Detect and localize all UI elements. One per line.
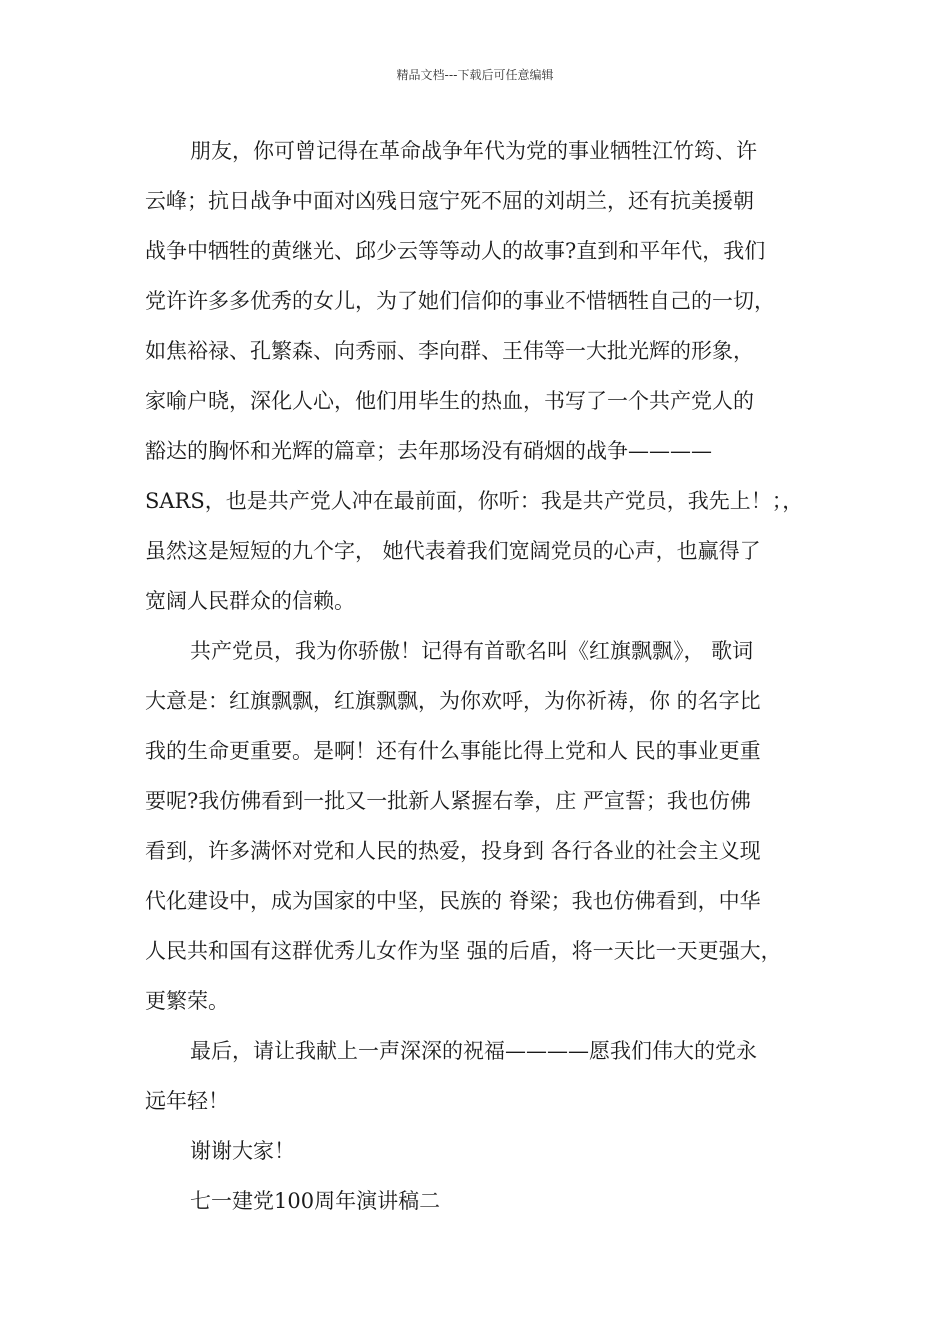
text-line: 大意是：红旗飘飘，红旗飘飘，为你欢呼，为你祈祷，你 的名字比: [145, 689, 761, 713]
text-line: SARS，也是共产党人冲在最前面，你听：我是共产党员，我先上！；，: [145, 489, 804, 513]
text-line: 如焦裕禄、孔繁森、向秀丽、李向群、王伟等一大批光辉的形象，: [145, 339, 754, 363]
text-line: 看到，许多满怀对党和人民的热爱，投身到 各行各业的社会主义现: [145, 839, 761, 863]
text-line: 人民共和国有这群优秀儿女作为坚 强的后盾，将一天比一天更强大，: [145, 939, 782, 963]
text-line: 我的生命更重要。是啊！还有什么事能比得上党和人 民的事业更重: [145, 739, 761, 763]
text-line: 要呢?我仿佛看到一批又一批新人紧握右拳，庄 严宣誓；我也仿佛: [145, 789, 751, 813]
text-line: 豁达的胸怀和光辉的篇章；去年那场没有硝烟的战争————: [145, 439, 712, 463]
text-line: 远年轻！: [145, 1089, 229, 1113]
text-line: 党许许多多优秀的女儿，为了她们信仰的事业不惜牺牲自己的一切，: [145, 289, 775, 313]
page-header: 精品文档---下载后可任意编辑: [396, 68, 554, 82]
text-line: 虽然这是短短的九个字， 她代表着我们宽阔党员的心声，也赢得了: [145, 539, 761, 563]
text-line: 最后，请让我献上一声深深的祝福————愿我们伟大的党永: [190, 1039, 757, 1063]
text-line: 更繁荣。: [145, 989, 229, 1013]
text-line: 家喻户晓，深化人心，他们用毕生的热血，书写了一个共产党人的: [145, 389, 754, 413]
text-line: 代化建设中，成为国家的中坚，民族的 脊梁；我也仿佛看到，中华: [145, 889, 761, 913]
text-line: 云峰；抗日战争中面对凶残日寇宁死不屈的刘胡兰，还有抗美援朝: [145, 189, 754, 213]
text-line: 宽阔人民群众的信赖。: [145, 589, 355, 613]
section-heading: 七一建党100周年演讲稿二: [190, 1189, 441, 1213]
text-line: 谢谢大家！: [190, 1139, 295, 1163]
text-line: 共产党员，我为你骄傲！记得有首歌名叫《红旗飘飘》， 歌词: [190, 639, 754, 663]
text-line: 朋友，你可曾记得在革命战争年代为党的事业牺牲江竹筠、许: [190, 139, 757, 163]
text-line: 战争中牺牲的黄继光、邱少云等等动人的故事?直到和平年代，我们: [145, 239, 766, 263]
